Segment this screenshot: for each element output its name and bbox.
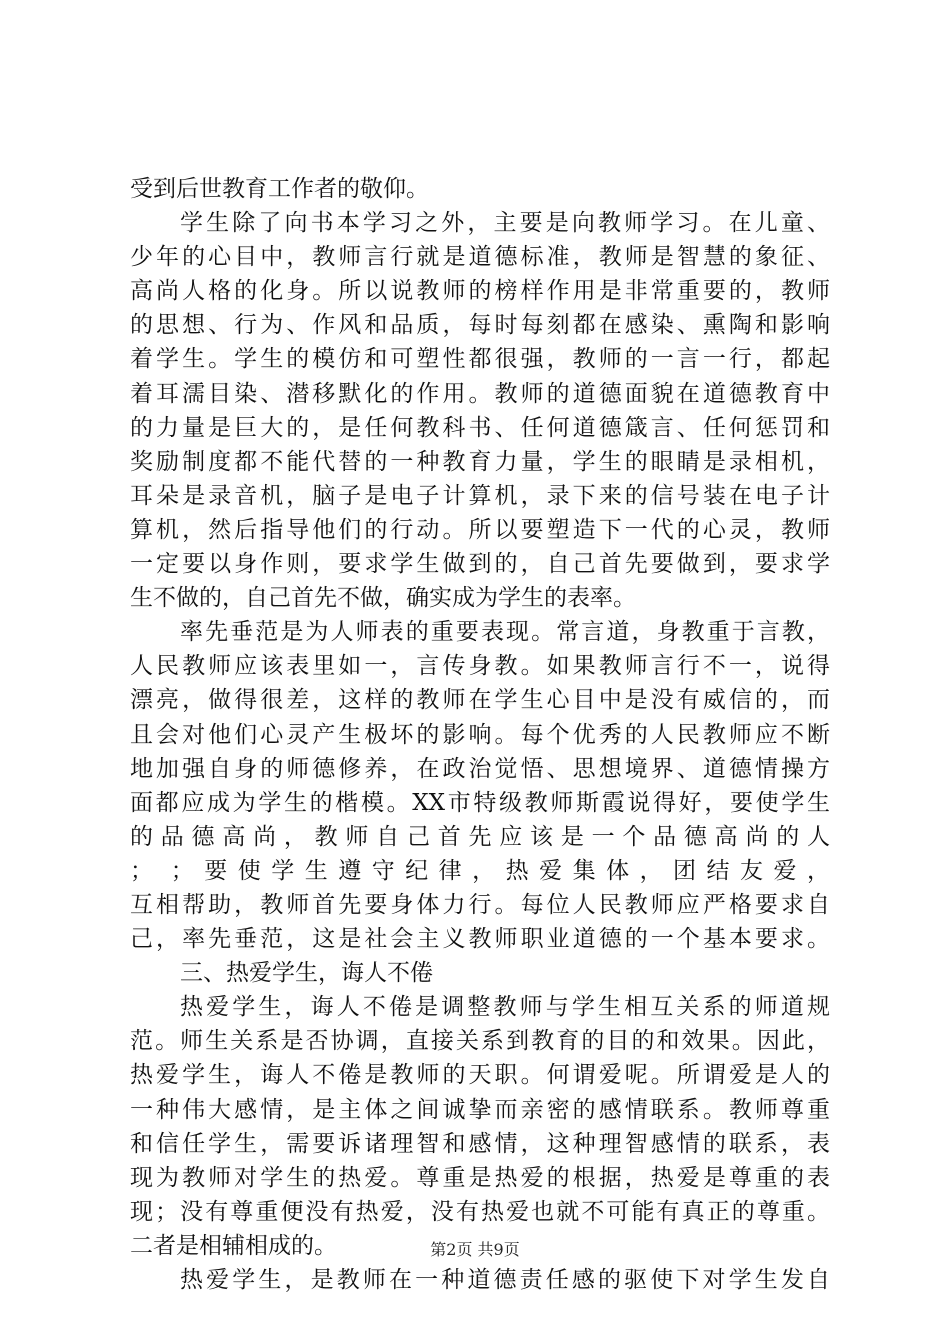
text-line: 热爱学生，诲人不倦是教师的天职。何谓爱呢。所谓爱是人的 [130,1062,830,1089]
text-line: 着耳濡目染、潜移默化的作用。教师的道德面貌在道德教育中 [130,380,830,407]
text-line: 互相帮助，教师首先要身体力行。每位人民教师应严格要求自 [130,891,830,918]
text-line: 现为教师对学生的热爱。尊重是热爱的根据，热爱是尊重的表 [130,1164,830,1191]
text-line: 受到后世教育工作者的敬仰。 [130,176,429,202]
text-line: 的思想、行为、作风和品质，每时每刻都在感染、熏陶和影响 [130,312,830,339]
text-line: 己，率先垂范，这是社会主义教师职业道德的一个基本要求。 [130,926,830,953]
text-line: 漂亮，做得很差，这样的教师在学生心目中是没有威信的，而 [130,687,830,714]
section-heading: 三、热爱学生，诲人不倦 [180,960,433,987]
text-line: 耳朵是录音机，脑子是电子计算机，录下来的信号装在电子计 [130,482,830,509]
paragraph-first-line: 热爱学生，诲人不倦是调整教师与学生相互关系的师道规 [180,994,830,1021]
text-line: 二者是相辅相成的。 [130,1232,337,1259]
text-line: 生不做的，自己首先不做，确实成为学生的表率。 [130,585,636,612]
text-line: 和信任学生，需要诉诸理智和感情，这种理智感情的联系，表 [130,1130,830,1157]
text-line: 奖励制度都不能代替的一种教育力量，学生的眼睛是录相机， [130,448,830,475]
text-line: 少年的心目中，教师言行就是道德标准，教师是智慧的象征、 [130,244,830,271]
text-line: 的品德高尚，教师自己首先应该是一个品德高尚的人 [130,823,830,850]
text-line: 地加强自身的师德修养，在政治觉悟、思想境界、道德情操方 [130,755,830,782]
text-line: 现；没有尊重便没有热爱，没有热爱也就不可能有真正的尊重。 [130,1198,830,1225]
text-line: 一定要以身作则，要求学生做到的，自己首先要做到，要求学 [130,551,830,578]
text-line: 算机，然后指导他们的行动。所以要塑造下一代的心灵，教师 [130,516,830,543]
text-line: 一种伟大感情，是主体之间诚挚而亲密的感情联系。教师尊重 [130,1096,830,1123]
paragraph-first-line: 热爱学生，是教师在一种道德责任感的驱使下对学生发自 [180,1267,830,1293]
paragraph-first-line: 学生除了向书本学习之外，主要是向教师学习。在儿童、 [180,210,830,237]
paragraph-first-line: 率先垂范是为人师表的重要表现。常言道，身教重于言教， [180,619,830,646]
text-line: 着学生。学生的模仿和可塑性都很强，教师的一言一行，都起 [130,346,830,373]
text-line: 范。师生关系是否协调，直接关系到教育的目的和效果。因此， [130,1028,830,1055]
text-line: 且会对他们心灵产生极坏的影响。每个优秀的人民教师应不断 [130,721,830,748]
document-body [130,172,830,1297]
text-line: 高尚人格的化身。所以说教师的榜样作用是非常重要的，教师 [130,278,830,305]
text-line: ； ；要使学生遵守纪律，热爱集体，团结友爱， [130,857,830,884]
page-number: 第2页 共9页 [430,1240,520,1259]
text-line: 人民教师应该表里如一，言传身教。如果教师言行不一，说得 [130,653,830,680]
text-line: 的力量是巨大的，是任何教科书、任何道德箴言、任何惩罚和 [130,414,830,441]
text-line: 面都应成为学生的楷模。XX市特级教师斯霞说得好，要使学生 [130,789,830,816]
